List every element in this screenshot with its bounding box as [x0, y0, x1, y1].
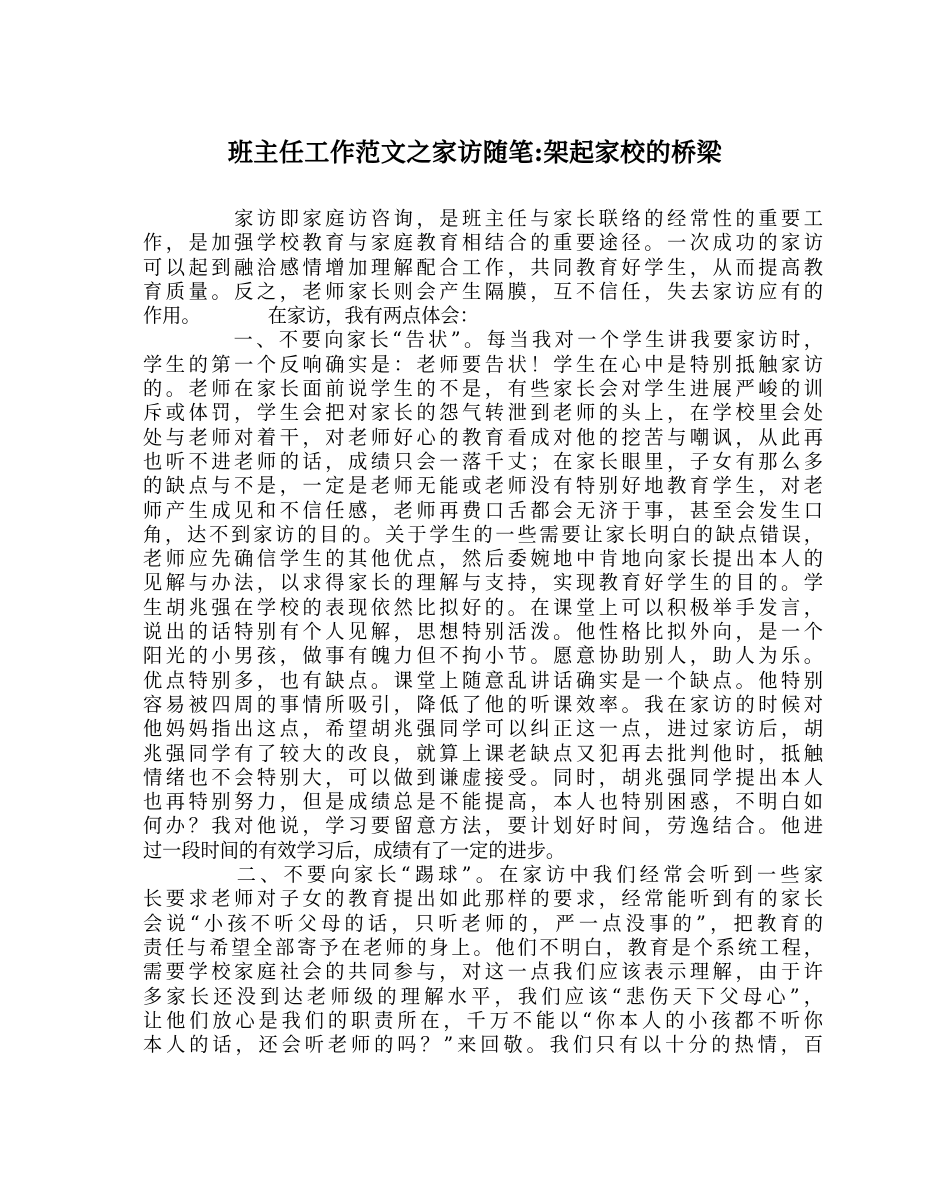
body-line: 也听不进老师的话，成绩只会一落千丈；在家长眼里，子女有那么多: [143, 449, 823, 473]
body-line: 老师应先确信学生的其他优点，然后委婉地中肯地向家长提出本人的: [143, 547, 823, 571]
body-line: 可以起到融洽感情增加理解配合工作，共同教育好学生，从而提高教: [143, 255, 823, 279]
body-line: 家访即家庭访咨询，是班主任与家长联络的经常性的重要工: [143, 207, 823, 230]
document-body: [143, 207, 823, 1057]
body-line: 会说“小孩不听父母的话，只听老师的，严一点没事的”，把教育的: [143, 911, 823, 935]
body-line: 需要学校家庭社会的共同参与，对这一点我们应该表示理解，由于许: [143, 960, 823, 984]
body-line: 情绪也不会特别大，可以做到谦虚接受。同时，胡兆强同学提出本人: [143, 765, 823, 789]
body-line: 一、不要向家长“告状”。每当我对一个学生讲我要家访时，: [143, 328, 823, 352]
body-line: 阳光的小男孩，做事有魄力但不拘小节。愿意协助别人，助人为乐。: [143, 644, 823, 668]
body-line: 也再特别努力，但是成绩总是不能提高，本人也特别困惑，不明白如: [143, 790, 823, 814]
body-line: 说出的话特别有个人见解，思想特别活泼。他性格比拟外向，是一个: [143, 620, 823, 644]
body-line: 责任与希望全部寄予在老师的身上。他们不明白，教育是个系统工程，: [143, 935, 823, 959]
body-line: 长要求老师对子女的教育提出如此那样的要求，经常能听到有的家长: [143, 887, 823, 911]
body-line: 作，是加强学校教育与家庭教育相结合的重要途径。一次成功的家访: [143, 231, 823, 255]
body-line: 角，达不到家访的目的。关于学生的一些需要让家长明白的缺点错误，: [143, 522, 823, 546]
body-line: 本人的话，还会听老师的吗？”来回敬。我们只有以十分的热情，百: [143, 1033, 823, 1057]
body-line: 优点特别多，也有缺点。课堂上随意乱讲话确实是一个缺点。他特别: [143, 668, 823, 692]
body-line: 多家长还没到达老师级的理解水平，我们应该“悲伤天下父母心”，: [143, 984, 823, 1008]
body-line: 生胡兆强在学校的表现依然比拟好的。在课堂上可以积极举手发言，: [143, 595, 823, 619]
body-line: 何办？我对他说，学习要留意方法，要计划好时间，劳逸结合。他进: [143, 814, 823, 838]
body-line: 他妈妈指出这点，希望胡兆强同学可以纠正这一点，进过家访后，胡: [143, 717, 823, 741]
body-line: 容易被四周的事情所吸引，降低了他的听课效率。我在家访的时候对: [143, 692, 823, 716]
body-line: 育质量。反之，老师家长则会产生隔膜，互不信任，失去家访应有的: [143, 279, 823, 303]
body-line: 作用。 在家访，我有两点体会：: [143, 304, 479, 328]
body-line: 斥或体罚，学生会把对家长的怨气转泄到老师的头上，在学校里会处: [143, 401, 823, 425]
body-line: 二、不要向家长“踢球”。在家访中我们经常会听到一些家: [143, 863, 823, 887]
body-line: 学生的第一个反响确实是：老师要告状！学生在心中是特别抵触家访: [143, 352, 823, 376]
body-line: 兆强同学有了较大的改良，就算上课老缺点又犯再去批判他时，抵触: [143, 741, 823, 765]
body-line: 过一段时间的有效学习后，成绩有了一定的进步。: [143, 838, 566, 862]
body-line: 师产生成见和不信任感，老师再费口舌都会无济于事，甚至会发生口: [143, 498, 823, 522]
body-line: 让他们放心是我们的职责所在，千万不能以“你本人的小孩都不听你: [143, 1008, 823, 1032]
body-line: 的。老师在家长面前说学生的不是，有些家长会对学生进展严峻的训: [143, 377, 823, 401]
body-line: 见解与办法，以求得家长的理解与支持，实现教育好学生的目的。学: [143, 571, 823, 595]
body-line: 的缺点与不是，一定是老师无能或老师没有特别好地教育学生，对老: [143, 474, 823, 498]
document-title: 班主任工作范文之家访随笔:架起家校的桥梁: [227, 138, 723, 167]
body-line: 处与老师对着干，对老师好心的教育看成对他的挖苦与嘲讽，从此再: [143, 425, 823, 449]
